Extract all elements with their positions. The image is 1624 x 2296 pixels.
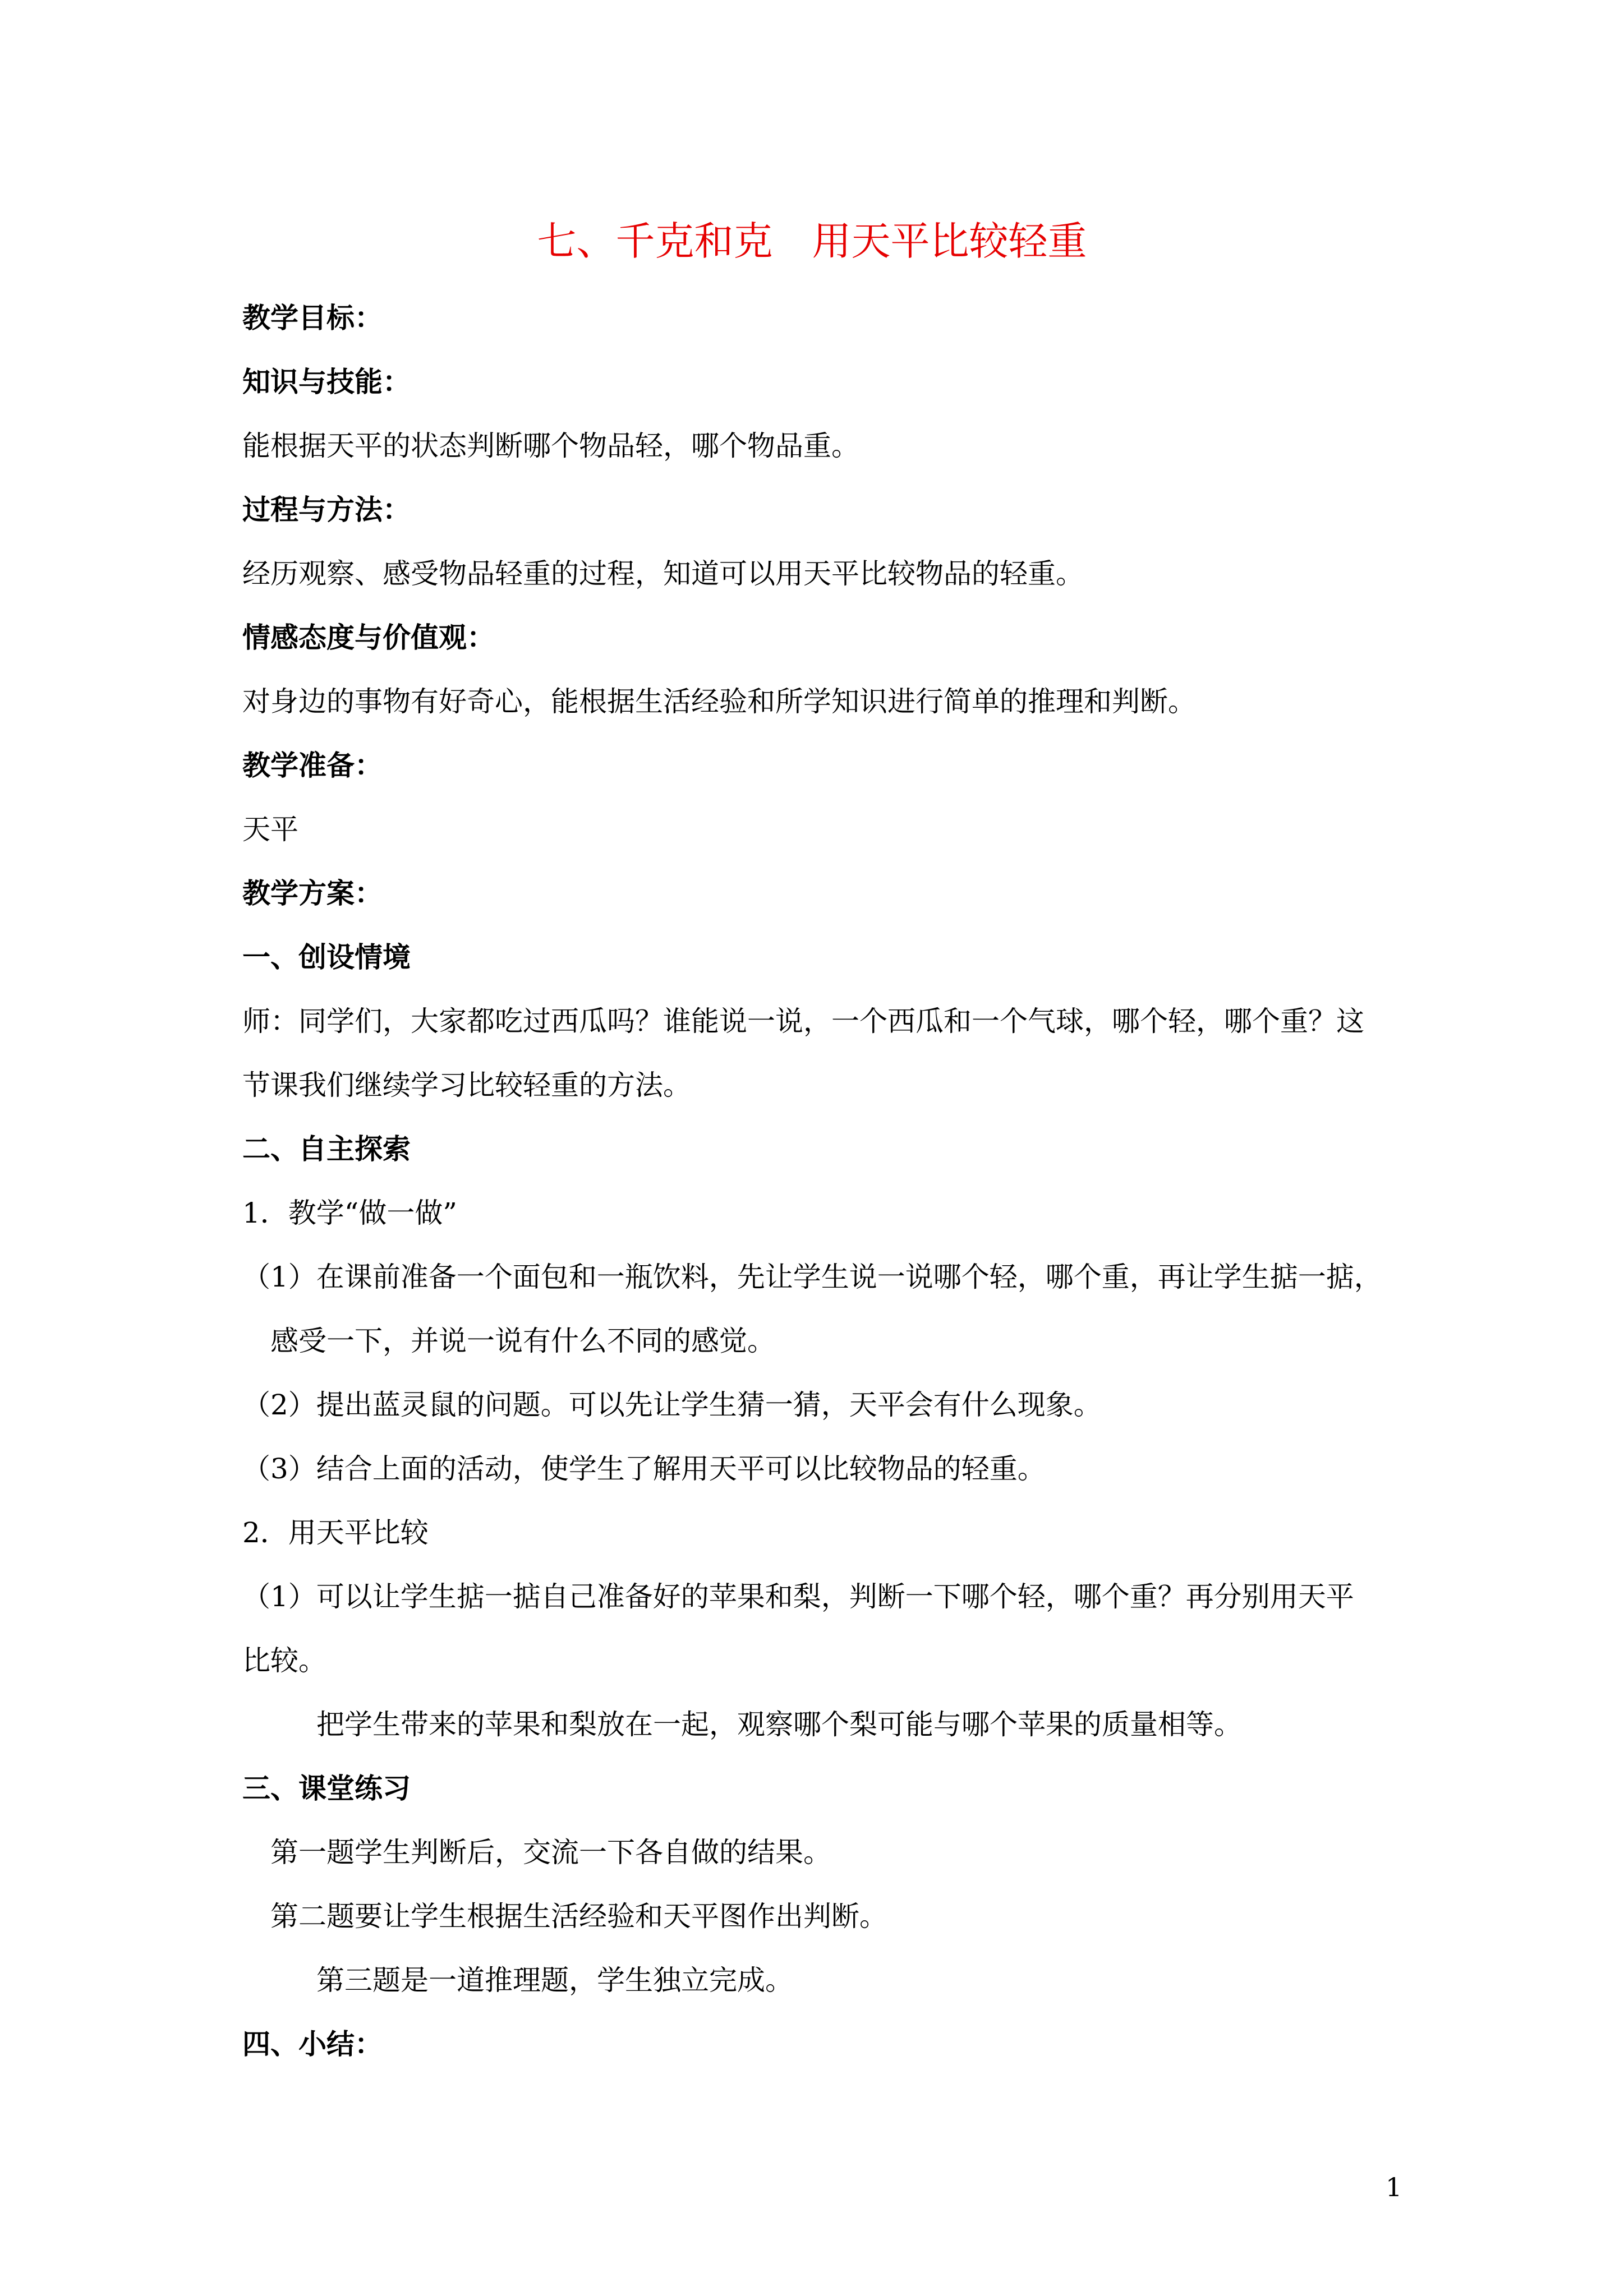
heading-section-3: 三、课堂练习 (242, 1772, 411, 1805)
paragraph-text: 第三题是一道推理题，学生独立完成。 (316, 1964, 793, 1997)
list-item-continuation: 比较。 (242, 1644, 326, 1677)
heading-emotion-values: 情感态度与价值观： (242, 621, 495, 654)
heading-teaching-plan: 教学方案： (242, 877, 383, 910)
page-number: 1 (1386, 2172, 1402, 2202)
paragraph-text: 经历观察、感受物品轻重的过程，知道可以用天平比较物品的轻重。 (242, 557, 1084, 590)
list-item: 1．教学“做一做” (242, 1197, 457, 1229)
heading-process-method: 过程与方法： (242, 494, 411, 526)
paragraph-text: 对身边的事物有好奇心，能根据生活经验和所学知识进行简单的推理和判断。 (242, 685, 1196, 718)
heading-teaching-goals: 教学目标： (242, 302, 383, 334)
list-item: 2．用天平比较 (242, 1516, 429, 1549)
heading-section-4: 四、小结： (242, 2028, 383, 2060)
paragraph-text: 节课我们继续学习比较轻重的方法。 (242, 1069, 691, 1101)
document-title: 七、千克和克 用天平比较轻重 (537, 218, 1087, 264)
paragraph-text: 天平 (242, 813, 298, 846)
list-item: （1）可以让学生掂一掂自己准备好的苹果和梨，判断一下哪个轻，哪个重？再分别用天平 (242, 1580, 1354, 1613)
paragraph-text: 把学生带来的苹果和梨放在一起，观察哪个梨可能与哪个苹果的质量相等。 (316, 1708, 1242, 1741)
paragraph-text: 能根据天平的状态判断哪个物品轻，哪个物品重。 (242, 430, 859, 462)
paragraph-text: 第二题要让学生根据生活经验和天平图作出判断。 (270, 1900, 887, 1933)
heading-knowledge-skills: 知识与技能： (242, 366, 411, 398)
paragraph-text: 师：同学们，大家都吃过西瓜吗？谁能说一说，一个西瓜和一个气球，哪个轻，哪个重？这 (242, 1005, 1364, 1038)
list-item: （3）结合上面的活动，使学生了解用天平可以比较物品的轻重。 (242, 1453, 1046, 1485)
list-item: （1）在课前准备一个面包和一瓶饮料，先让学生说一说哪个轻，哪个重，再让学生掂一掂， (242, 1261, 1382, 1293)
list-item: （2）提出蓝灵鼠的问题。可以先让学生猜一猜，天平会有什么现象。 (242, 1389, 1102, 1421)
heading-section-1: 一、创设情境 (242, 941, 411, 974)
list-item-continuation: 感受一下，并说一说有什么不同的感觉。 (270, 1325, 775, 1357)
heading-section-2: 二、自主探索 (242, 1133, 411, 1165)
heading-teaching-prep: 教学准备： (242, 749, 383, 782)
paragraph-text: 第一题学生判断后，交流一下各自做的结果。 (270, 1836, 831, 1869)
